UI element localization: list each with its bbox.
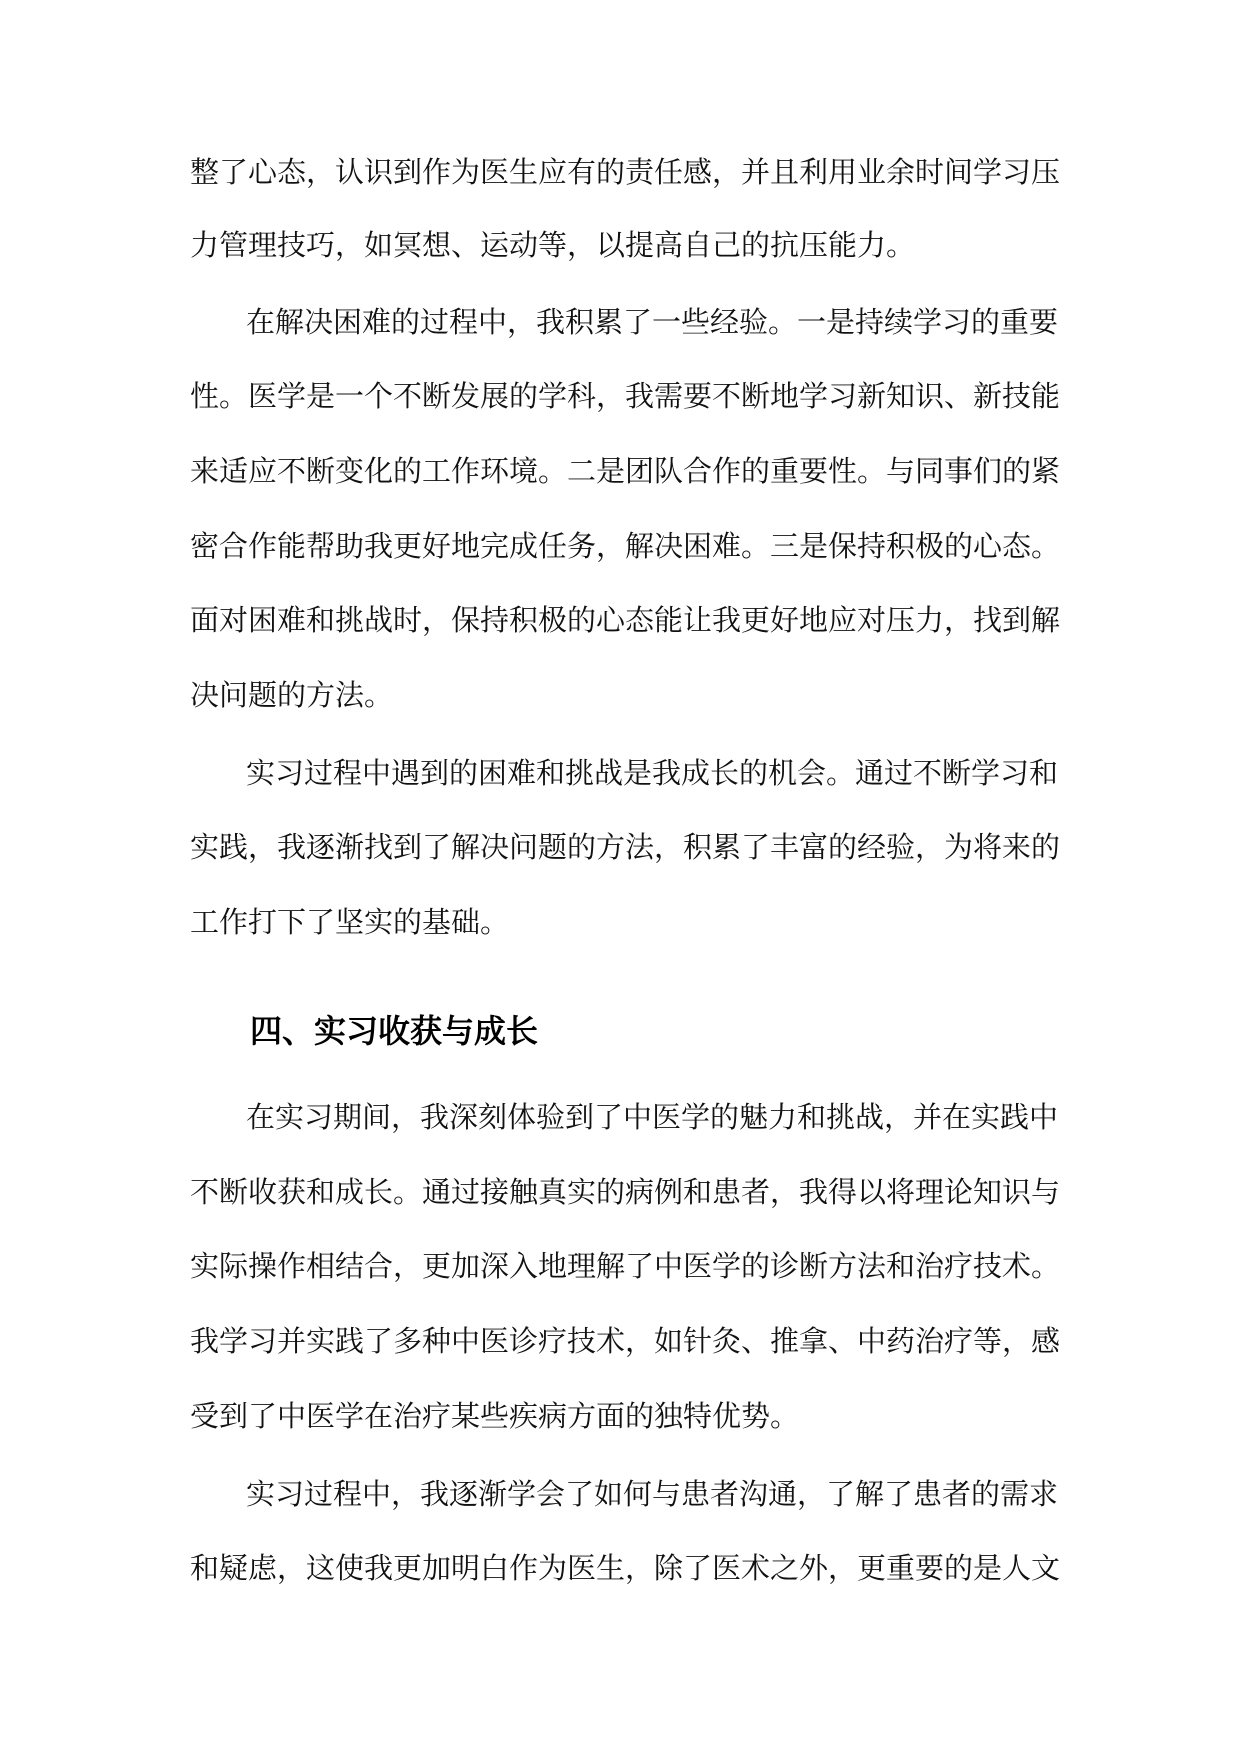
text-line: 受到了中医学在治疗某些疾病方面的独特优势。: [190, 1399, 800, 1433]
paragraph-first-line: 实习过程中，我逐渐学会了如何与患者沟通，了解了患者的需求: [246, 1477, 1059, 1511]
text-line: 实践，我逐渐找到了解决问题的方法，积累了丰富的经验，为将来的: [190, 830, 1061, 864]
paragraph-first-line: 实习过程中遇到的困难和挑战是我成长的机会。通过不断学习和: [246, 756, 1059, 790]
paragraph-first-line: 在解决困难的过程中，我积累了一些经验。一是持续学习的重要: [246, 305, 1059, 339]
section-heading: 四、实习收获与成长: [250, 1012, 539, 1050]
text-line: 不断收获和成长。通过接触真实的病例和患者，我得以将理论知识与: [190, 1175, 1061, 1209]
text-line: 力管理技巧，如冥想、运动等，以提高自己的抗压能力。: [190, 228, 916, 262]
text-line: 整了心态，认识到作为医生应有的责任感，并且利用业余时间学习压: [190, 155, 1061, 189]
text-line: 密合作能帮助我更好地完成任务，解决困难。三是保持积极的心态。: [190, 529, 1061, 563]
text-line: 实际操作相结合，更加深入地理解了中医学的诊断方法和治疗技术。: [190, 1249, 1061, 1283]
text-line: 我学习并实践了多种中医诊疗技术，如针灸、推拿、中药治疗等，感: [190, 1324, 1061, 1358]
text-line: 决问题的方法。: [190, 678, 394, 712]
text-line: 来适应不断变化的工作环境。二是团队合作的重要性。与同事们的紧: [190, 454, 1061, 488]
text-line: 性。医学是一个不断发展的学科，我需要不断地学习新知识、新技能: [190, 379, 1061, 413]
text-line: 面对困难和挑战时，保持积极的心态能让我更好地应对压力，找到解: [190, 603, 1061, 637]
text-line: 工作打下了坚实的基础。: [190, 905, 510, 939]
text-line: 和疑虑，这使我更加明白作为医生，除了医术之外，更重要的是人文: [190, 1551, 1061, 1585]
paragraph-first-line: 在实习期间，我深刻体验到了中医学的魅力和挑战，并在实践中: [246, 1100, 1059, 1134]
